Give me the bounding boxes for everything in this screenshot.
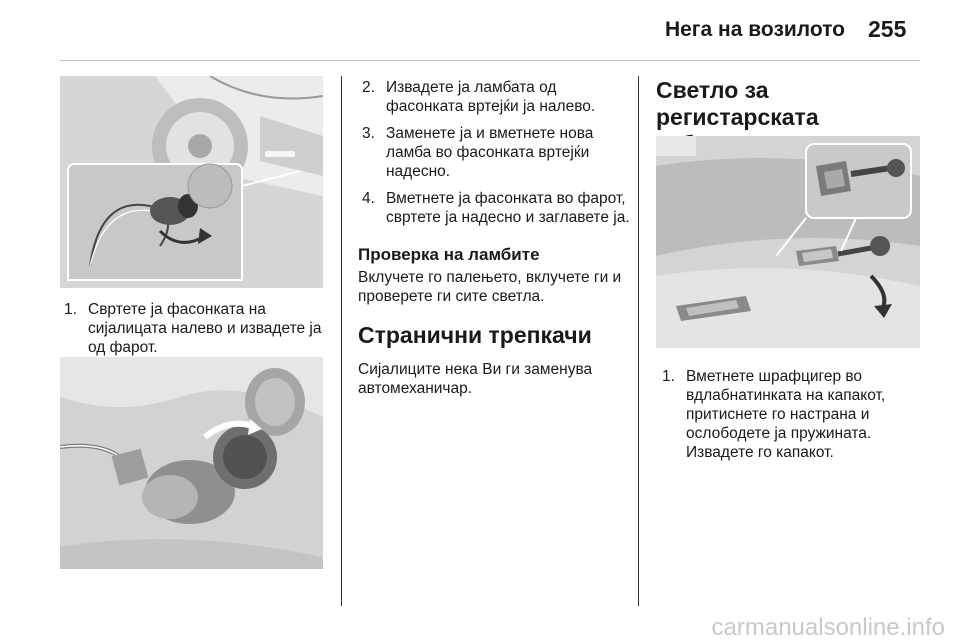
plate-step-1-item <box>662 367 920 462</box>
step-4-number: 4. <box>362 190 375 207</box>
step-3-number: 3. <box>362 125 375 142</box>
step-2-item <box>362 78 630 116</box>
step-1-item <box>64 300 326 357</box>
side-indicators-text: Сијалиците нека Ви ги заменува автомеханичар. <box>358 361 593 397</box>
step-3-text: Заменете ја и вметнете нова ламба во фасонката вртејќи надесно. <box>386 125 594 180</box>
step-4-text: Вметнете ја фасонката во фарот, свртете ја надесно и заглавете ја. <box>386 190 630 226</box>
plate-step-1-text: Вметнете шрафцигер во вдлабнатинката на капакот, притиснете го настрана и ослободете ја пружината. Извадете го капакот. <box>686 368 886 461</box>
license-plate-light-figure <box>656 136 920 348</box>
check-bulbs-text: Вклучете го палењето, вклучете ги и проверете ги сите светла. <box>358 269 622 305</box>
header-rule <box>60 60 920 61</box>
column-divider-right <box>638 76 639 606</box>
bulb-holder-illustration <box>60 357 323 569</box>
middle-steps-list <box>362 78 630 235</box>
headlamp-overview-illustration <box>60 76 323 288</box>
right-steps-list <box>662 367 920 470</box>
step-3-item <box>362 124 630 181</box>
step-2-number: 2. <box>362 79 375 96</box>
watermark-text: carmanualsonline.info <box>711 614 945 641</box>
step-1-number: 1. <box>64 301 77 318</box>
plate-step-1-number: 1. <box>662 368 675 385</box>
left-steps-list <box>64 300 326 365</box>
headlamp-overview-figure <box>60 76 323 288</box>
license-plate-light-illustration <box>656 136 920 348</box>
step-4-item <box>362 189 630 227</box>
side-indicators-heading: Странични трепкачи <box>358 322 592 348</box>
column-divider-left <box>341 76 342 606</box>
step-2-text: Извадете ја ламбата од фасонката вртејќи ја налево. <box>386 79 596 115</box>
check-bulbs-heading: Проверка на ламбите <box>358 245 540 264</box>
page-number: 255 <box>868 16 907 42</box>
bulb-holder-figure <box>60 357 323 569</box>
step-1-text: Свртете ја фасонката на сијалицата налево и извадете ја од фарот. <box>88 301 322 356</box>
license-plate-light-heading: Светло за регистарската <box>656 77 819 130</box>
page-title: Нега на возилото <box>664 18 845 41</box>
